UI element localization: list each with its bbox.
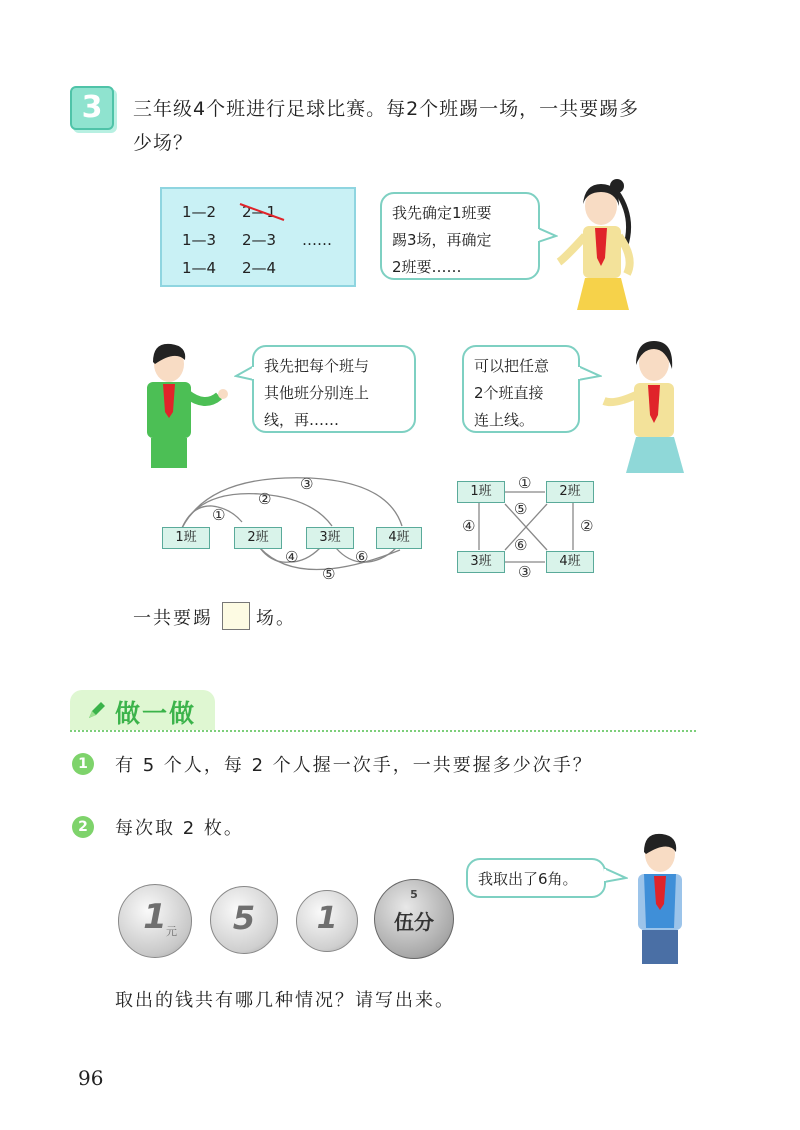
pair-2-3: 2—3 xyxy=(242,231,277,249)
sq-mark-1: ① xyxy=(518,474,532,492)
mark-4: ④ xyxy=(285,548,299,566)
sq-mark-2: ② xyxy=(580,517,594,535)
problem-text-line1: 三年级4个班进行足球比赛。每2个班踢一场，一共要踢多 xyxy=(133,98,640,120)
section-divider xyxy=(70,730,696,732)
bubble-text: 2个班直接 xyxy=(474,384,544,402)
coin-1-yuan xyxy=(118,884,192,958)
sq-class-box-1: 1班 xyxy=(457,481,505,503)
class-box-1: 1班 xyxy=(162,527,210,549)
exercise-1-text: 有 5 个人，每 2 个人握一次手，一共要握多少次手？ xyxy=(115,755,593,776)
coin-value: 1 xyxy=(143,897,167,937)
bubble-text: 其他班分别连上 xyxy=(264,384,370,402)
class-box-2: 2班 xyxy=(234,527,282,549)
sq-class-box-2: 2班 xyxy=(546,481,594,503)
sq-class-box-4: 4班 xyxy=(546,551,594,573)
bubble-text: 连上线。 xyxy=(474,411,535,429)
class-box-3: 3班 xyxy=(306,527,354,549)
sq-mark-4: ④ xyxy=(462,517,476,535)
answer-suffix: 场。 xyxy=(256,608,296,629)
pair-2-4: 2—4 xyxy=(242,259,277,277)
mark-6: ⑥ xyxy=(355,548,369,566)
boy-illustration xyxy=(135,338,235,470)
coin-value: 5 xyxy=(232,899,256,937)
coin-text: 伍分 xyxy=(394,910,434,934)
coin-unit: 元 xyxy=(166,925,177,938)
coin-5-fen xyxy=(374,879,454,959)
sq-mark-3: ③ xyxy=(518,563,532,581)
class-box-4: 4班 xyxy=(376,527,422,549)
bubble-text: 2班要…… xyxy=(392,258,462,276)
bubble-text: 踢3场，再确定 xyxy=(392,231,492,249)
boy2-speech-bubble xyxy=(466,858,606,898)
section-title: 做一做 xyxy=(115,699,197,728)
bubble-text: 线，再…… xyxy=(264,411,340,429)
problem-text xyxy=(133,92,723,160)
pair-1-2: 1—2 xyxy=(182,203,217,221)
pair-2-1-crossed: 2—1 xyxy=(242,203,277,221)
bubble-tail xyxy=(234,364,254,384)
exercise-2-text: 每次取 2 枚。 xyxy=(115,818,244,839)
coin-value: 5 xyxy=(410,888,418,901)
bubble-text: 我先把每个班与 xyxy=(264,357,370,375)
problem-number-badge: 3 xyxy=(70,86,114,130)
girl2-illustration xyxy=(600,335,695,475)
bubble-text: 我先确定1班要 xyxy=(392,204,492,222)
sq-mark-6: ⑥ xyxy=(514,536,528,554)
girl2-speech-bubble xyxy=(462,345,580,433)
bubble-text: 我取出了6角。 xyxy=(478,870,578,888)
mark-3: ③ xyxy=(300,475,314,493)
boy-speech-bubble xyxy=(252,345,416,433)
answer-prefix: 一共要踢 xyxy=(133,608,213,629)
bubble-text: 可以把任意 xyxy=(474,357,550,375)
exercise-1-number: 1 xyxy=(72,753,94,775)
problem-text-line2: 少场？ xyxy=(133,132,194,154)
sq-mark-5: ⑤ xyxy=(514,500,528,518)
coin-5-jiao xyxy=(210,886,278,954)
pair-1-4: 1—4 xyxy=(182,259,217,277)
coin-1-jiao xyxy=(296,890,358,952)
mark-2: ② xyxy=(258,490,272,508)
girl1-speech-bubble xyxy=(380,192,540,280)
mark-5: ⑤ xyxy=(322,565,336,583)
answer-box[interactable] xyxy=(222,602,250,630)
exercise-2-number: 2 xyxy=(72,816,94,838)
pencil-icon xyxy=(86,699,108,721)
sq-class-box-3: 3班 xyxy=(457,551,505,573)
strike-mark xyxy=(238,201,288,223)
pair-1-3: 1—3 xyxy=(182,231,217,249)
exercise-2-question: 取出的钱共有哪几种情况？请写出来。 xyxy=(115,990,455,1011)
girl-illustration xyxy=(555,178,645,313)
pair-ellipsis: …… xyxy=(302,231,332,249)
boy2-illustration xyxy=(620,828,700,966)
mark-1: ① xyxy=(212,506,226,524)
page-number: 96 xyxy=(78,1066,104,1090)
coin-value: 1 xyxy=(316,901,338,936)
pairs-list-box xyxy=(160,187,356,287)
bubble-tail xyxy=(578,364,602,384)
